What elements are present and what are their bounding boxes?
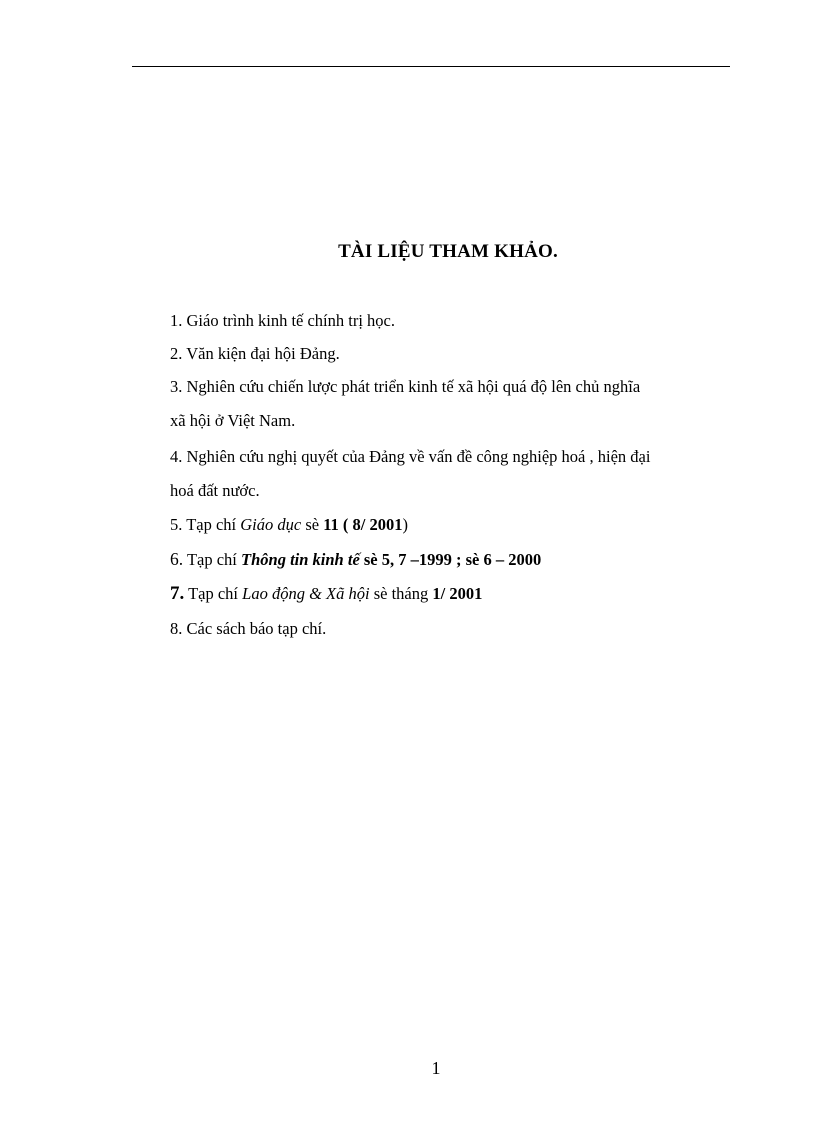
reference-prefix: 5. Tạp chí	[170, 515, 241, 534]
reference-date: 1/ 2001	[432, 584, 483, 603]
reference-text: 8. Các sách báo tạp chí.	[170, 619, 327, 638]
reference-text: 2. Văn kiện đại hội Đảng.	[170, 344, 340, 363]
reference-suffix: )	[402, 515, 409, 534]
reference-prefix: Tạp chí	[184, 584, 243, 603]
page-number: 1	[431, 1058, 441, 1078]
reference-text: xã hội ở Việt Nam.	[170, 411, 296, 430]
journal-name: Thông tin kinh tế	[241, 550, 360, 569]
reference-number: 7.	[170, 583, 185, 604]
reference-issue: sè 5, 7 –1999 ; sè 6 – 2000	[359, 550, 542, 569]
reference-8	[170, 618, 326, 640]
reference-6	[170, 548, 541, 571]
reference-issue: sè	[301, 515, 324, 534]
reference-2	[170, 343, 340, 365]
journal-name: Giáo dục	[240, 515, 302, 534]
journal-name: Lao động & Xã hội	[242, 584, 370, 603]
reference-text: 3. Nghiên cứu chiến lược phát triển kinh tế xã hội quá độ lên chủ nghĩa	[170, 377, 641, 396]
reference-7	[170, 583, 482, 605]
reference-date: 11 ( 8/ 2001	[323, 515, 403, 534]
reference-5	[170, 514, 408, 536]
reference-text: 1. Giáo trình kinh tế chính trị học.	[170, 311, 395, 330]
reference-3-line-2	[170, 410, 295, 432]
page-title: TÀI LIỆU THAM KHẢO.	[338, 241, 558, 262]
reference-4-line-1	[170, 446, 650, 468]
reference-text: 4. Nghiên cứu nghị quyết của Đảng về vấn đề công nghiệp hoá , hiện đại	[170, 447, 651, 466]
reference-1	[170, 310, 395, 332]
reference-prefix: Tạp chí	[183, 550, 242, 569]
header-rule	[132, 66, 730, 67]
reference-issue: sè tháng	[369, 584, 433, 603]
reference-number: 6.	[170, 549, 184, 569]
reference-text: hoá đất nước.	[170, 481, 260, 500]
reference-4-line-2	[170, 480, 260, 502]
reference-3-line-1	[170, 376, 640, 398]
